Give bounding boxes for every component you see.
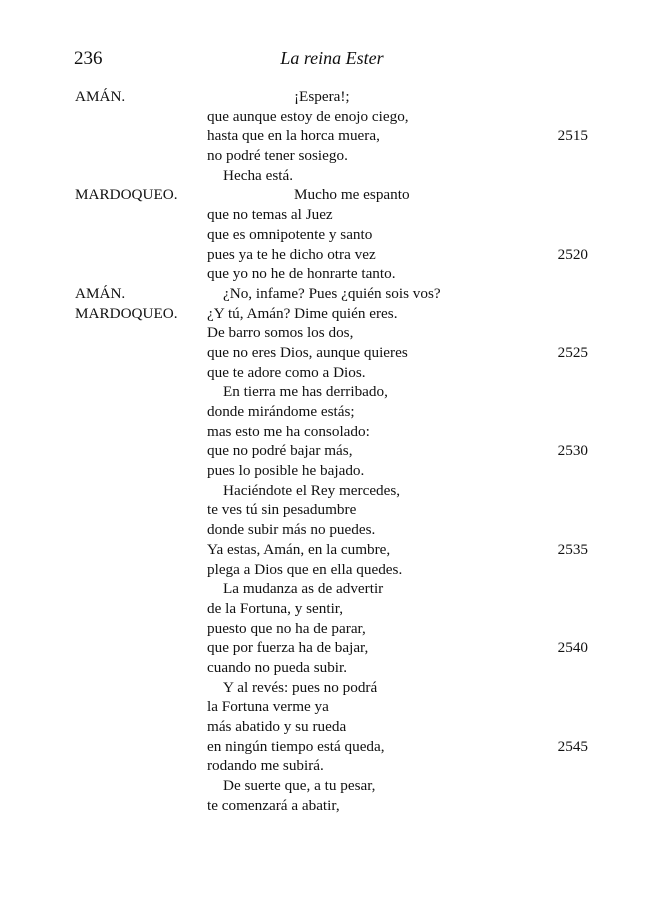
verse-line-text: La mudanza as de advertir [223,580,384,598]
running-title: La reina Ester [280,48,384,68]
verse-line-text: hasta que en la horca muera, [207,127,380,145]
verse-line-text: donde mirándome estás; [207,403,355,420]
verse-line-text: De barro somos los dos, [207,324,354,342]
verse-line-text: en ningún tiempo está queda, [207,737,385,755]
verse-line-number: 2530 [557,442,588,460]
verse-line [0,599,650,619]
verse-line [0,225,650,245]
verse-line [0,402,650,422]
page-header [74,48,590,74]
speaker-name: MARDOQUEO. [75,186,178,204]
verse-line [0,461,650,481]
verse-line [0,422,650,442]
verse-line-text: plega a Dios que en ella quedes. [207,560,403,578]
verse-line [0,107,650,127]
verse-line-text: pues ya te he dicho otra vez [207,245,376,263]
verse-line-text: más abatido y su rueda [207,718,347,735]
verse-line-text: no podré tener sosiego. [207,147,348,165]
verse-line-number: 2540 [557,639,588,657]
verse-line [0,776,650,796]
verse-line-number: 2525 [557,343,588,361]
verse-line-text: que no temas al Juez [207,206,333,224]
verse-line [0,481,650,501]
speaker-name: AMÁN. [75,88,126,105]
verse-line [0,579,650,599]
verse-line-text: rodando me subirá. [207,757,324,775]
verse-line [0,638,650,658]
verse-line-text: te ves tú sin pesadumbre [207,501,357,519]
verse-line-text: que te adore como a Dios. [207,363,366,381]
verse-line-text: ¡Espera!; [294,88,350,105]
verse-line [0,264,650,284]
verse-line [0,678,650,698]
verse-line-text: de la Fortuna, y sentir, [207,599,344,617]
verse-line [0,540,650,560]
verse-line [0,245,650,265]
verse-line [0,441,650,461]
verse-line [0,304,650,324]
verse-line [0,382,650,402]
verse-line-number: 2515 [557,127,588,145]
verse-line-text: cuando no pueda subir. [207,658,348,676]
verse-line-text: ¿No, infame? Pues ¿quién sois vos? [223,284,441,302]
page-number: 236 [74,48,103,69]
verse-line [0,697,650,717]
verse-line [0,185,650,205]
verse-line [0,284,650,304]
verse-text [0,87,650,815]
verse-line [0,520,650,540]
verse-line [0,343,650,363]
verse-line [0,756,650,776]
verse-line-text: te comenzará a abatir, [207,796,340,814]
verse-line [0,717,650,737]
verse-line-text: que yo no he de honrarte tanto. [207,265,396,283]
verse-line-text: Mucho me espanto [294,186,410,204]
verse-line [0,166,650,186]
verse-line [0,500,650,520]
verse-line-text: que por fuerza ha de bajar, [207,639,369,657]
verse-line [0,619,650,639]
verse-line [0,560,650,580]
verse-line-text: puesto que no ha de parar, [207,619,366,637]
verse-line [0,323,650,343]
verse-line-text: la Fortuna verme ya [207,698,329,716]
verse-line-text: que aunque estoy de enojo ciego, [207,107,409,125]
speaker-name: MARDOQUEO. [75,304,178,322]
verse-line-number: 2535 [557,540,588,558]
verse-line-text: En tierra me has derribado, [223,383,388,401]
verse-line-number: 2520 [557,245,588,263]
verse-line-text: De suerte que, a tu pesar, [223,777,376,795]
verse-line-text: Y al revés: pues no podrá [223,678,378,696]
speaker-name: AMÁN. [75,284,126,302]
verse-line [0,205,650,225]
verse-line [0,126,650,146]
verse-line-text: que no eres Dios, aunque quieres [207,343,408,361]
verse-line-text: mas esto me ha consolado: [207,422,370,440]
verse-line-text: Haciéndote el Rey mercedes, [223,481,401,499]
verse-line-text: donde subir más no puedes. [207,521,376,539]
verse-line-text: que es omnipotente y santo [207,225,373,243]
verse-line-text: pues lo posible he bajado. [207,462,365,480]
verse-line [0,363,650,383]
verse-line [0,737,650,757]
verse-line-text: que no podré bajar más, [207,442,353,460]
verse-line-text: Ya estas, Amán, en la cumbre, [207,540,391,558]
verse-line-text: Hecha está. [223,166,293,184]
verse-line-number: 2545 [557,737,588,755]
verse-line [0,658,650,678]
verse-line-text: ¿Y tú, Amán? Dime quién eres. [207,304,398,322]
verse-line [0,146,650,166]
verse-line [0,87,650,107]
verse-line [0,796,650,816]
